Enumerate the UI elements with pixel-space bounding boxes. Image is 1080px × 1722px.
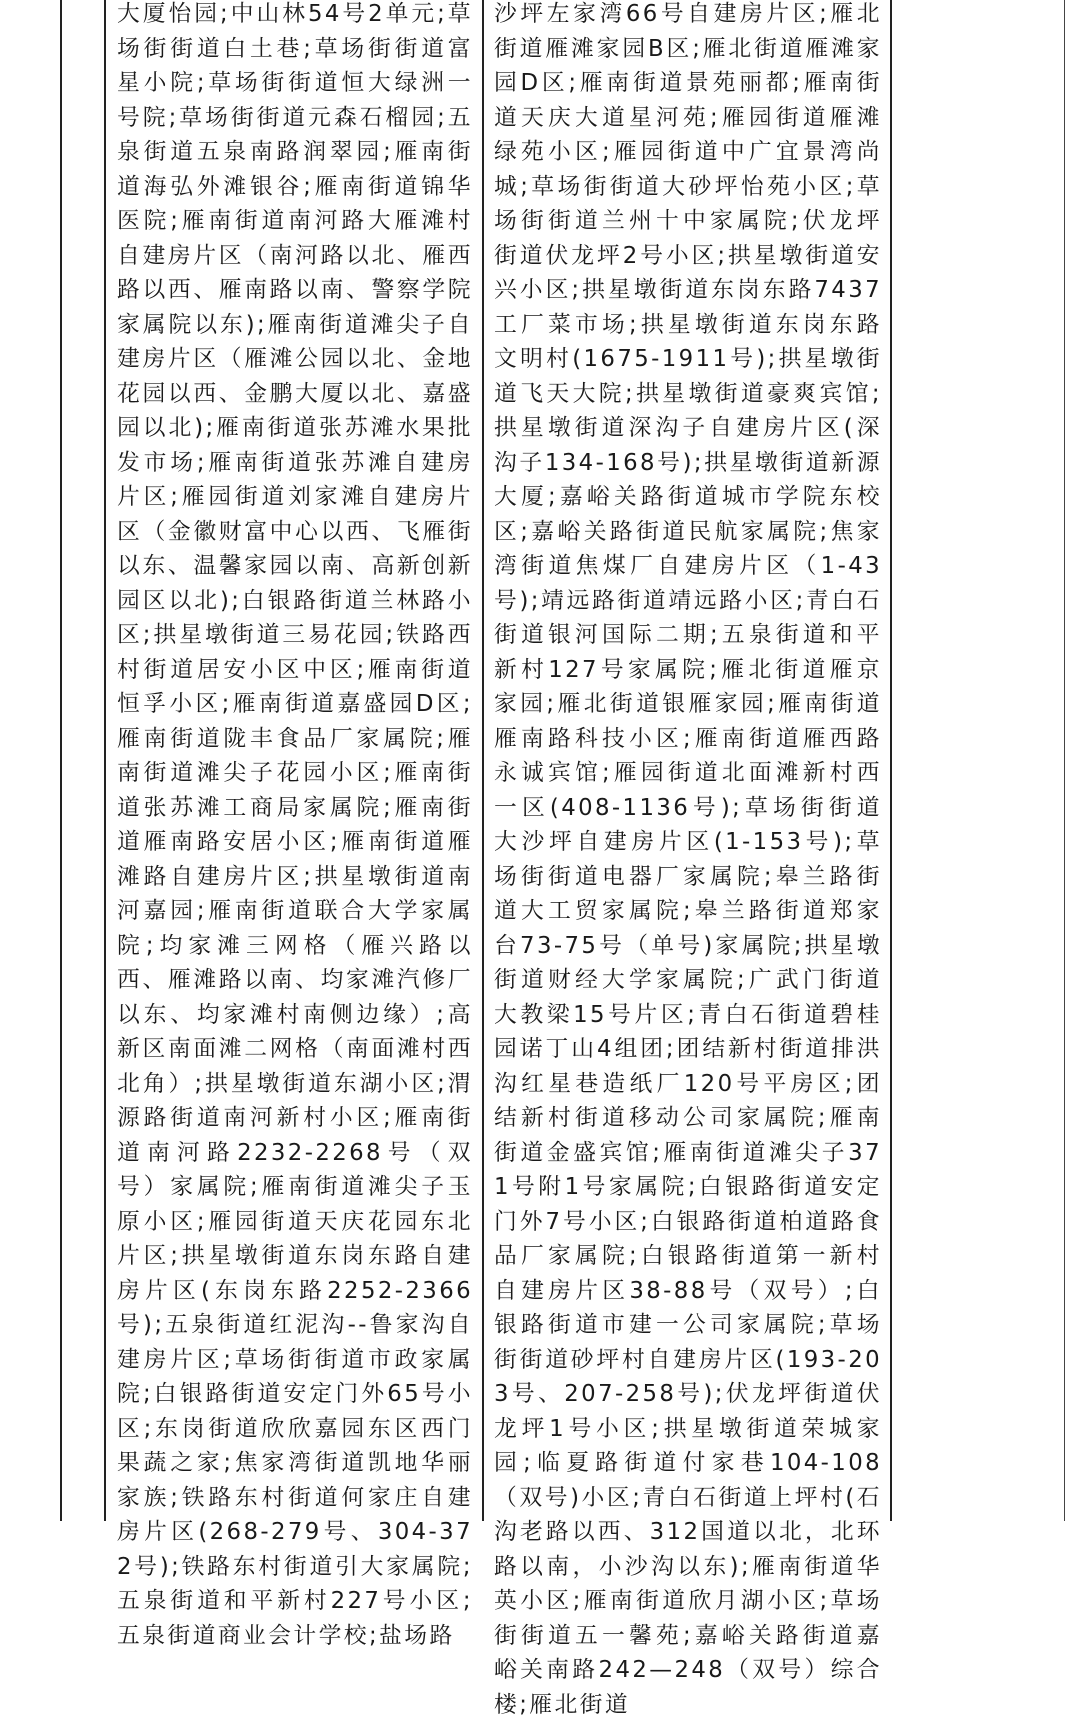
table-border-left-outer [60, 0, 62, 1521]
table-border-right-outer [1064, 0, 1065, 1521]
table-column-divider [482, 0, 484, 1521]
address-list-right: 沙坪左家湾66号自建房片区;雁北街道雁滩家园B区;雁北街道雁滩家园D区;雁南街道景苑丽都;雁南街道天庆大道星河苑;雁园街道雁滩绿苑小区;雁园街道中广宜景湾尚城;草场街街道大砂坪怡苑小区;草场街街道兰州十中家属院;伏龙坪街道伏龙坪2号小区;拱星墩街道安兴小区;拱星墩街道东岗东路7437工厂菜市场;拱星墩街道东岗东路文明村(1675-1911号);拱星墩街道飞天大院;拱星墩街道豪爽宾馆;拱星墩街道深沟子自建房片区(深沟子134-168号);拱星墩街道新源大厦;嘉峪关路街道城市学院东校区;嘉峪关路街道民航家属院;焦家湾街道焦煤厂自建房片区（1-43号);靖远路街道靖远路小区;青白石街道银河国际二期;五泉街道和平新村127号家属院;雁北街道雁京家园;雁北街道银雁家园;雁南街道雁南路科技小区;雁南街道雁西路永诚宾馆;雁园街道北面滩新村西一区(408-1136号);草场街街道大沙坪自建房片区(1-153号);草场街街道电器厂家属院;皋兰路街道大工贸家属院;皋兰路街道郑家台73-75号（单号)家属院;拱星墩街道财经大学家属院;广武门街道大教梁15号片区;青白石街道碧桂园诺丁山4组团;团结新村街道排洪沟红星巷造纸厂120号平房区;团结新村街道移动公司家属院;雁南街道金盛宾馆;雁南街道滩尖子371号附1号家属院;白银路街道安定门外7号小区;白银路街道柏道路食品厂家属院;白银路街道第一新村自建房片区38-88号（双号）;白银路街道市建一公司家属院;草场街街道砂坪村自建房片区(193-203号、207-258号);伏龙坪街道伏龙坪1号小区;拱星墩街道荣城家园;临夏路街道付家巷104-108（双号)小区;青白石街道上坪村(石沟老路以西、312国道以北，北环路以南，小沙沟以东);雁南街道华英小区;雁南街道欣月湖小区;草场街街道五一馨苑;嘉峪关路街道嘉峪关南路242—248（双号）综合楼;雁北街道 [494, 1, 882, 1718]
table-cell-left [117, 0, 473, 1649]
table-border-left-inner [104, 0, 106, 1521]
table-cell-right [494, 0, 882, 1718]
address-list-left: 大厦怡园;中山林54号2单元;草场街街道白土巷;草场街街道富星小院;草场街街道恒大绿洲一号院;草场街街道元森石榴园;五泉街道五泉南路润翠园;雁南街道海弘外滩银谷;雁南街道锦华医院;雁南街道南河路大雁滩村自建房片区（南河路以北、雁西路以西、雁南路以南、警察学院家属院以东);雁南街道滩尖子自建房片区（雁滩公园以北、金地花园以西、金鹏大厦以北、嘉盛园以北);雁南街道张苏滩水果批发市场;雁南街道张苏滩自建房片区;雁园街道刘家滩自建房片区（金徽财富中心以西、飞雁街以东、温馨家园以南、高新创新园区以北);白银路街道兰林路小区;拱星墩街道三易花园;铁路西村街道居安小区中区;雁南街道恒孚小区;雁南街道嘉盛园D区;雁南街道陇丰食品厂家属院;雁南街道滩尖子花园小区;雁南街道张苏滩工商局家属院;雁南街道雁南路安居小区;雁南街道雁滩路自建房片区;拱星墩街道南河嘉园;雁南街道联合大学家属院;均家滩三网格（雁兴路以西、雁滩路以南、均家滩汽修厂以东、均家滩村南侧边缘）;高新区南面滩二网格（南面滩村西北角）;拱星墩街道东湖小区;渭源路街道南河新村小区;雁南街道南河路2232-2268号（双号）家属院;雁南街道滩尖子玉原小区;雁园街道天庆花园东北片区;拱星墩街道东岗东路自建房片区(东岗东路2252-2366号);五泉街道红泥沟--鲁家沟自建房片区;草场街街道市政家属院;白银路街道安定门外65号小区;东岗街道欣欣嘉园东区西门果蔬之家;焦家湾街道凯地华丽家族;铁路东村街道何家庄自建房片区(268-279号、304-372号);铁路东村街道引大家属院;五泉街道和平新村227号小区;五泉街道商业会计学校;盐场路 [117, 1, 473, 1649]
table-border-right-inner [890, 0, 892, 1521]
